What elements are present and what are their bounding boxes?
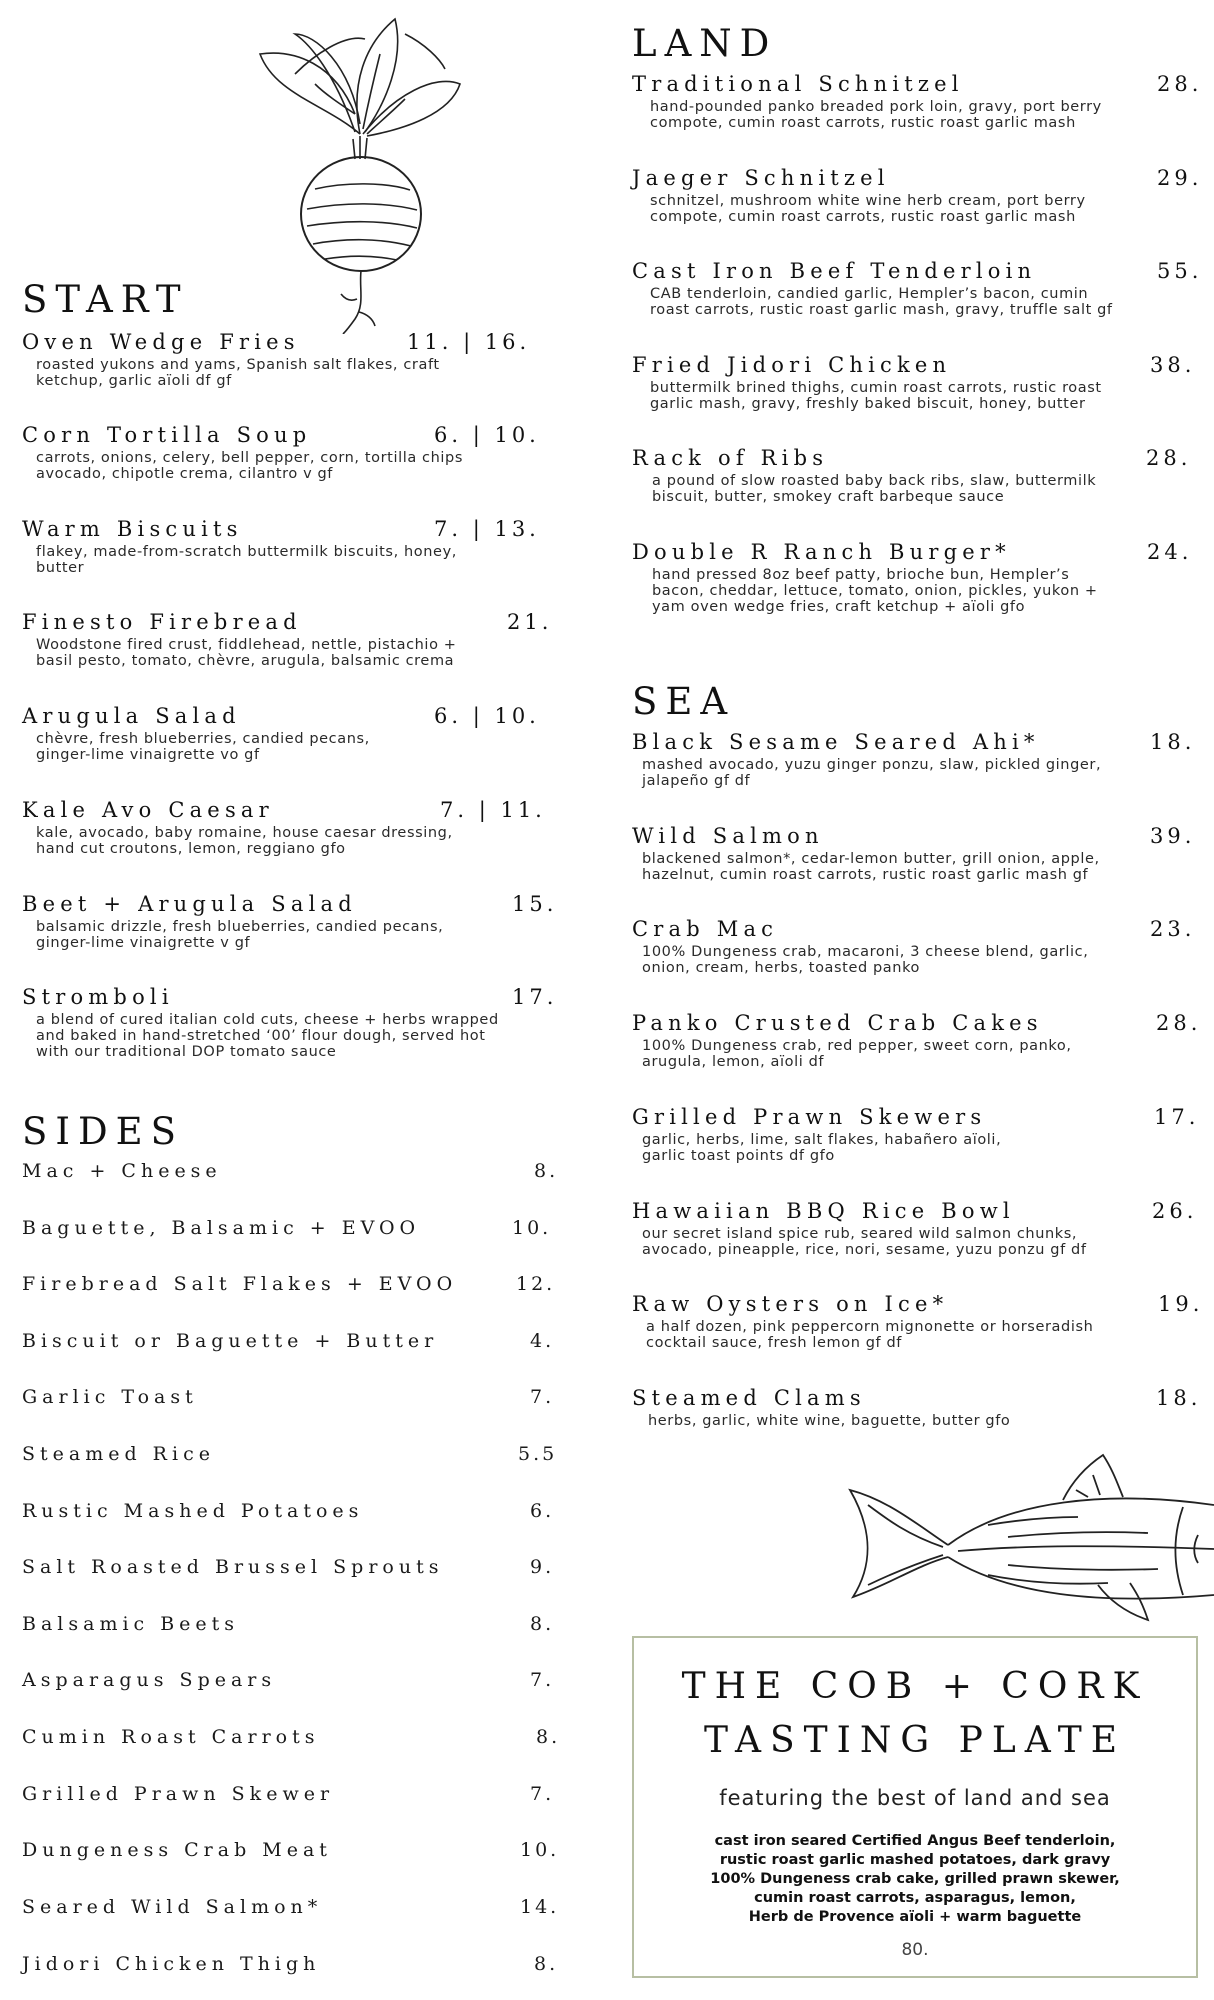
item-price: 55.	[1157, 259, 1203, 283]
item-name: Raw Oysters on Ice*	[632, 1292, 949, 1316]
item-description: a half dozen, pink peppercorn mignonette or horseradish cocktail sauce, fresh lemon gf df	[646, 1319, 1094, 1351]
side-item	[22, 1726, 562, 1756]
menu-item-steamed-clams	[632, 1386, 1214, 1429]
side-item	[22, 1330, 562, 1360]
item-name: Black Sesame Seared Ahi*	[632, 730, 1040, 754]
item-description: carrots, onions, celery, bell pepper, corn, tortilla chips avocado, chipotle crema, cilantro v gf	[36, 450, 463, 482]
item-name: Fried Jidori Chicken	[632, 353, 952, 377]
menu-item-beet-arugula-salad	[22, 892, 562, 951]
beet-illustration	[255, 14, 465, 334]
menu-item-crab-mac	[632, 917, 1214, 976]
menu-item-panko-crusted-crab-cakes	[632, 1011, 1214, 1070]
item-price: 11. | 16.	[407, 330, 531, 354]
side-item	[22, 1669, 562, 1699]
side-item	[22, 1160, 562, 1190]
item-description: mashed avocado, yuzu ginger ponzu, slaw, pickled ginger, jalapeño gf df	[642, 757, 1102, 789]
item-price: 23.	[1150, 917, 1196, 941]
item-name: Traditional Schnitzel	[632, 72, 964, 96]
item-price: 24.	[1147, 540, 1193, 564]
side-price: 8.	[536, 1726, 561, 1748]
item-description: schnitzel, mushroom white wine herb cream, port berry compote, cumin roast carrots, rustic roast garlic mash	[650, 193, 1086, 225]
item-description: a pound of slow roasted baby back ribs, slaw, buttermilk biscuit, butter, smokey craft barbeque sauce	[652, 473, 1097, 505]
side-price: 7.	[530, 1783, 555, 1805]
menu-item-double-r-ranch-burger	[632, 540, 1214, 615]
tasting-plate-box	[632, 1636, 1198, 1978]
item-price: 26.	[1152, 1199, 1198, 1223]
menu-item-hawaiian-bbq-rice-bowl	[632, 1199, 1214, 1258]
tasting-plate-description: cast iron seared Certified Angus Beef tenderloin, rustic roast garlic mashed potatoes, dark gravy 100% Dungeness crab cake, grilled prawn skewer, cumin roast carrots, asparagus, lemon, Herb de Provence aïoli + warm baguette	[710, 1833, 1120, 1925]
item-name: Jaeger Schnitzel	[632, 166, 890, 190]
side-name: Rustic Mashed Potatoes	[22, 1500, 364, 1522]
item-price: 28.	[1156, 1011, 1202, 1035]
menu-item-grilled-prawn-skewers	[632, 1105, 1214, 1164]
item-name: Grilled Prawn Skewers	[632, 1105, 987, 1129]
item-name: Steamed Clams	[632, 1386, 866, 1410]
side-price: 4.	[530, 1330, 555, 1352]
side-price: 9.	[530, 1556, 555, 1578]
sea-heading: SEA	[632, 680, 736, 723]
side-name: Garlic Toast	[22, 1386, 198, 1408]
item-name: Stromboli	[22, 985, 174, 1009]
item-price: 6. | 10.	[434, 704, 540, 728]
item-description: 100% Dungeness crab, red pepper, sweet corn, panko, arugula, lemon, aïoli df	[642, 1038, 1072, 1070]
side-name: Jidori Chicken Thigh	[22, 1953, 321, 1975]
item-description: hand pressed 8oz beef patty, brioche bun, Hempler’s bacon, cheddar, lettuce, tomato, onion, pickles, yukon + yam oven wedge fries, craft ketchup + aïoli gfo	[652, 567, 1098, 615]
side-item	[22, 1217, 562, 1247]
side-price: 7.	[530, 1386, 555, 1408]
item-price: 28.	[1146, 446, 1192, 470]
item-name: Arugula Salad	[22, 704, 241, 728]
item-price: 38.	[1150, 353, 1196, 377]
menu-item-cast-iron-beef-tenderloin	[632, 259, 1214, 318]
item-description: CAB tenderloin, candied garlic, Hempler’s bacon, cumin roast carrots, rustic roast garlic mash, gravy, truffle salt gf	[650, 286, 1113, 318]
menu-item-black-sesame-seared-ahi	[632, 730, 1214, 789]
side-item	[22, 1896, 562, 1926]
item-description: a blend of cured italian cold cuts, cheese + herbs wrapped and baked in hand-stretched ‘00’ flour dough, served hot with our traditional DOP tomato sauce	[36, 1012, 499, 1060]
side-price: 7.	[530, 1669, 555, 1691]
item-price: 29.	[1157, 166, 1203, 190]
item-description: blackened salmon*, cedar-lemon butter, grill onion, apple, hazelnut, cumin roast carrots, rustic roast garlic mash gf	[642, 851, 1100, 883]
item-price: 6. | 10.	[434, 423, 540, 447]
item-name: Oven Wedge Fries	[22, 330, 300, 354]
item-price: 7. | 13.	[434, 517, 540, 541]
tasting-plate-price: 80.	[901, 1940, 929, 1960]
item-name: Double R Ranch Burger*	[632, 540, 1011, 564]
side-name: Mac + Cheese	[22, 1160, 222, 1182]
side-item	[22, 1273, 562, 1303]
side-item	[22, 1556, 562, 1586]
item-price: 7. | 11.	[440, 798, 546, 822]
sides-heading: SIDES	[22, 1110, 184, 1153]
item-price: 18.	[1150, 730, 1196, 754]
menu-item-wild-salmon	[632, 824, 1214, 883]
side-price: 10.	[512, 1217, 552, 1239]
side-price: 12.	[516, 1273, 556, 1295]
side-name: Seared Wild Salmon*	[22, 1896, 323, 1918]
side-name: Baguette, Balsamic + EVOO	[22, 1217, 421, 1239]
menu-item-jaeger-schnitzel	[632, 166, 1214, 225]
item-name: Finesto Firebread	[22, 610, 302, 634]
item-description: balsamic drizzle, fresh blueberries, candied pecans, ginger-lime vinaigrette v gf	[36, 919, 444, 951]
side-item	[22, 1500, 562, 1530]
side-name: Cumin Roast Carrots	[22, 1726, 320, 1748]
item-name: Warm Biscuits	[22, 517, 243, 541]
item-price: 19.	[1158, 1292, 1204, 1316]
item-description: buttermilk brined thighs, cumin roast carrots, rustic roast garlic mash, gravy, freshly baked biscuit, honey, butter	[650, 380, 1102, 412]
land-heading: LAND	[632, 22, 778, 65]
start-heading: START	[22, 278, 189, 321]
item-description: 100% Dungeness crab, macaroni, 3 cheese blend, garlic, onion, cream, herbs, toasted panko	[642, 944, 1089, 976]
side-name: Dungeness Crab Meat	[22, 1839, 332, 1861]
item-description: kale, avocado, baby romaine, house caesar dressing, hand cut croutons, lemon, reggiano gfo	[36, 825, 453, 857]
menu-item-rack-of-ribs	[632, 446, 1214, 505]
side-price: 8.	[534, 1953, 559, 1975]
menu-item-kale-avo-caesar	[22, 798, 562, 857]
item-price: 15.	[512, 892, 558, 916]
menu-item-oven-wedge-fries	[22, 330, 562, 389]
side-name: Grilled Prawn Skewer	[22, 1783, 335, 1805]
item-description: our secret island spice rub, seared wild salmon chunks, avocado, pineapple, rice, nori, sesame, yuzu ponzu gf df	[642, 1226, 1087, 1258]
item-price: 17.	[1154, 1105, 1200, 1129]
item-name: Hawaiian BBQ Rice Bowl	[632, 1199, 1015, 1223]
side-name: Balsamic Beets	[22, 1613, 240, 1635]
side-item	[22, 1613, 562, 1643]
side-item	[22, 1839, 562, 1869]
item-name: Beet + Arugula Salad	[22, 892, 357, 916]
fish-illustration	[848, 1445, 1214, 1625]
side-name: Biscuit or Baguette + Butter	[22, 1330, 439, 1352]
menu-item-raw-oysters-on-ice	[632, 1292, 1214, 1351]
item-description: roasted yukons and yams, Spanish salt flakes, craft ketchup, garlic aïoli df gf	[36, 357, 440, 389]
item-description: hand-pounded panko breaded pork loin, gravy, port berry compote, cumin roast carrots, rustic roast garlic mash	[650, 99, 1102, 131]
side-item	[22, 1783, 562, 1813]
item-name: Wild Salmon	[632, 824, 824, 848]
tasting-plate-title: THE COB + CORK TASTING PLATE	[681, 1666, 1149, 1761]
item-description: herbs, garlic, white wine, baguette, butter gfo	[648, 1413, 1011, 1429]
side-name: Steamed Rice	[22, 1443, 215, 1465]
item-name: Panko Crusted Crab Cakes	[632, 1011, 1043, 1035]
item-name: Kale Avo Caesar	[22, 798, 274, 822]
item-name: Cast Iron Beef Tenderloin	[632, 259, 1037, 283]
side-price: 8.	[534, 1160, 559, 1182]
menu-item-stromboli	[22, 985, 562, 1060]
side-name: Firebread Salt Flakes + EVOO	[22, 1273, 458, 1295]
side-price: 5.5	[518, 1443, 558, 1465]
item-price: 21.	[507, 610, 553, 634]
item-name: Crab Mac	[632, 917, 779, 941]
item-description: flakey, made-from-scratch buttermilk biscuits, honey, butter	[36, 544, 457, 576]
item-description: garlic, herbs, lime, salt flakes, habañero aïoli, garlic toast points df gfo	[642, 1132, 1002, 1164]
item-name: Corn Tortilla Soup	[22, 423, 312, 447]
item-price: 17.	[512, 985, 558, 1009]
tasting-plate-subtitle: featuring the best of land and sea	[719, 1786, 1111, 1810]
menu-item-warm-biscuits	[22, 517, 562, 576]
item-description: Woodstone fired crust, fiddlehead, nettle, pistachio + basil pesto, tomato, chèvre, arugula, balsamic crema	[36, 637, 457, 669]
menu-item-traditional-schnitzel	[632, 72, 1214, 131]
item-price: 28.	[1157, 72, 1203, 96]
side-price: 8.	[530, 1613, 555, 1635]
side-item	[22, 1443, 562, 1473]
item-name: Rack of Ribs	[632, 446, 829, 470]
menu-item-fried-jidori-chicken	[632, 353, 1214, 412]
item-price: 39.	[1150, 824, 1196, 848]
side-name: Salt Roasted Brussel Sprouts	[22, 1556, 444, 1578]
side-item	[22, 1386, 562, 1416]
menu-item-corn-tortilla-soup	[22, 423, 562, 482]
item-price: 18.	[1156, 1386, 1202, 1410]
item-description: chèvre, fresh blueberries, candied pecans, ginger-lime vinaigrette vo gf	[36, 731, 370, 763]
side-price: 10.	[520, 1839, 560, 1861]
menu-item-finesto-firebread	[22, 610, 562, 669]
side-price: 6.	[530, 1500, 555, 1522]
menu-item-arugula-salad	[22, 704, 562, 763]
side-name: Asparagus Spears	[22, 1669, 277, 1691]
side-price: 14.	[520, 1896, 560, 1918]
side-item	[22, 1953, 562, 1983]
